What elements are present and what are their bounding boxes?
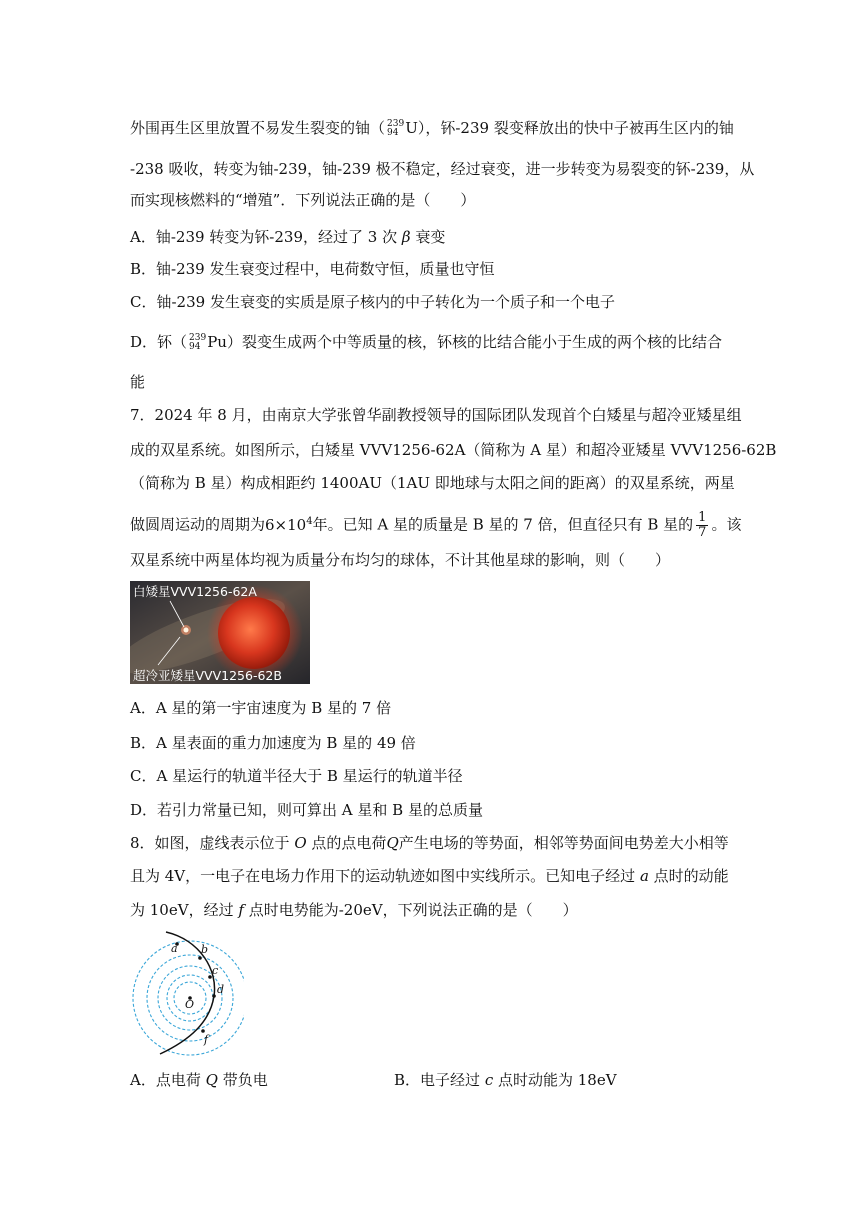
label-c: c	[212, 964, 219, 977]
label-b: b	[201, 943, 209, 956]
q6-option-d: D．钚（ 239 94 Pu）裂变生成两个中等质量的核，钚核的比结合能小于生成的两个核的比结合	[130, 333, 722, 352]
q6-option-d-cont: 能	[130, 373, 146, 391]
q6-option-a: A．铀-239 转变为钚-239，经过了 3 次 β 衰变	[130, 228, 446, 246]
q6-option-c: C．铀-239 发生衰变的实质是原子核内的中子转化为一个质子和一个电子	[130, 293, 615, 311]
binary-star-image	[130, 581, 310, 684]
label-f: f	[204, 1033, 209, 1046]
star-b	[218, 597, 290, 669]
point-b	[198, 956, 202, 960]
q7-line-2: 成的双星系统。如图所示，白矮星 VVV1256-62A（简称为 A 星）和超冷亚矮星 VVV1256-62B	[130, 441, 777, 459]
q8-option-a: A．点电荷 Q 带负电	[130, 1071, 268, 1089]
q6-line-3: 而实现核燃料的“增殖”．下列说法正确的是（ ）	[130, 191, 476, 209]
q7-option-c: C．A 星运行的轨道半径大于 B 星运行的轨道半径	[130, 767, 463, 785]
fraction-one-seventh: $\frac{1}{7}$	[698, 510, 707, 540]
label-star-b: 超冷亚矮星VVV1256-62B	[133, 668, 282, 683]
label-a: a	[171, 942, 178, 955]
equipotential-figure	[130, 930, 244, 1056]
q7-line-1: 7．2024 年 8 月，由南京大学张曾华副教授领导的国际团队发现首个白矮星与超冷亚矮星组	[130, 406, 742, 424]
label-o: O	[185, 998, 195, 1011]
q8-line-3: 为 10eV，经过 f 点时电势能为-20eV，下列说法正确的是（ ）	[130, 901, 578, 919]
q8-line-2: 且为 4V，一电子在电场力作用下的运动轨迹如图中实线所示。已知电子经过 a 点时的动能	[130, 867, 729, 885]
q7-line-5: 双星系统中两星体均视为质量分布均匀的球体，不计其他星球的影响，则（ ）	[130, 551, 671, 569]
q6-line-1: 外围再生区里放置不易发生裂变的铀（ 239 94 U），钚-239 裂变释放出的快中子被再生区内的铀	[130, 119, 734, 138]
plutonium-isotope: 239 94	[189, 333, 207, 352]
q7-option-d: D．若引力常量已知，则可算出 A 星和 B 星的总质量	[130, 801, 483, 819]
q8-option-b: B．电子经过 c 点时动能为 18eV	[394, 1071, 617, 1089]
q7-line-3: （简称为 B 星）构成相距约 1400AU（1AU 即地球与太阳之间的距离）的双星系统，两星	[130, 474, 735, 492]
q6-option-b: B．铀-239 发生衰变过程中，电荷数守恒，质量也守恒	[130, 260, 495, 278]
q6-line-2: -238 吸收，转变为铀-239，铀-239 极不稳定，经过衰变，进一步转变为易裂变的钚-239，从	[130, 160, 755, 178]
q7-option-a: A．A 星的第一宇宙速度为 B 星的 7 倍	[130, 699, 392, 717]
label-d: d	[217, 983, 225, 996]
label-star-a: 白矮星VVV1256-62A	[133, 584, 257, 599]
point-d	[212, 994, 216, 998]
q8-line-1: 8．如图，虚线表示位于 O 点的点电荷Q产生电场的等势面，相邻等势面间电势差大小相等	[130, 834, 729, 852]
uranium-isotope: 239 94	[387, 119, 405, 138]
q7-option-b: B．A 星表面的重力加速度为 B 星的 49 倍	[130, 734, 416, 752]
q7-line-4: 做圆周运动的周期为$6\times 10^4$年。已知 A 星的质量是 B 星的 7 倍，但直径只有 B 星的 $\frac{1}{7}$ 。该	[130, 510, 742, 540]
star-a	[184, 628, 189, 633]
period-value: $6\times 10^4$	[265, 515, 313, 534]
